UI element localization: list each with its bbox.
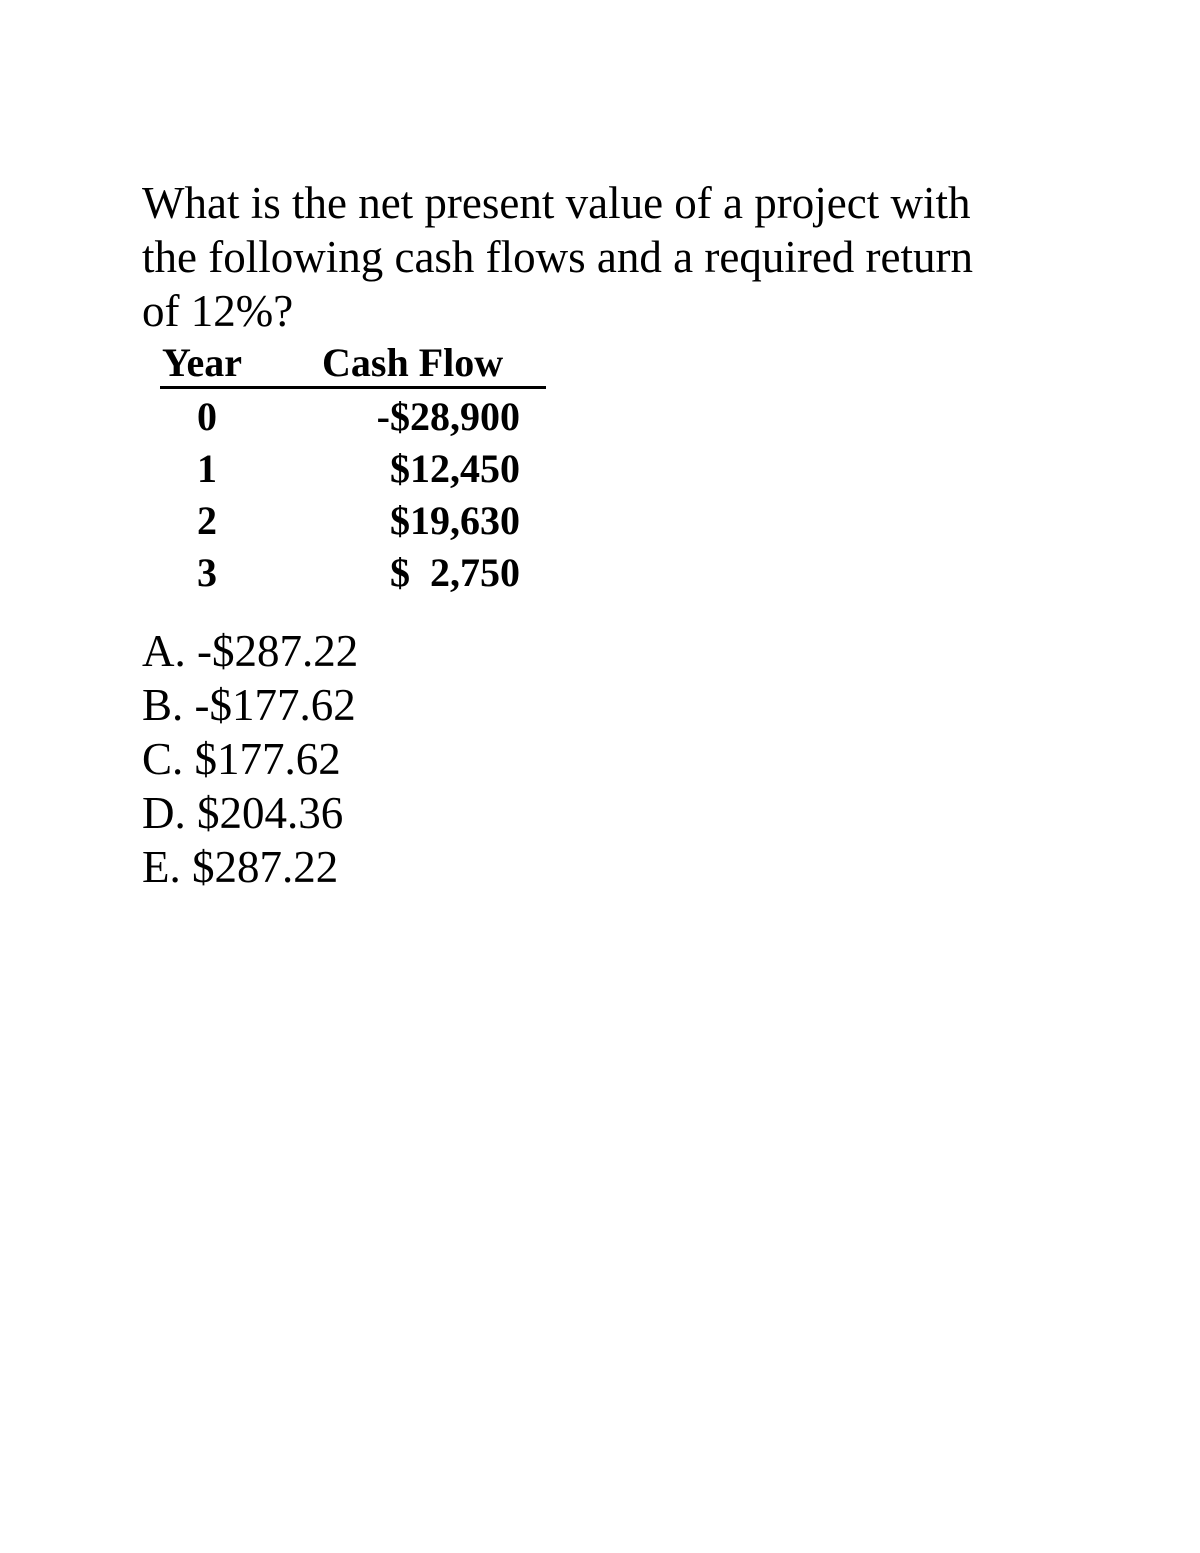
cash-flow-table (160, 340, 546, 597)
table-row (160, 545, 546, 597)
cash-flow-cell: $ 2,750 (390, 550, 520, 595)
table-row (160, 389, 546, 441)
question-line: the following cash flows and a required return (142, 232, 973, 282)
answer-choice-c: C. $177.62 (142, 734, 341, 784)
cash-flow-cell: $19,630 (390, 498, 520, 543)
cash-flow-cell: -$28,900 (376, 394, 520, 439)
answer-choice-a: A. -$287.22 (142, 626, 359, 676)
cash-flow-column-header: Cash Flow (322, 340, 504, 385)
year-cell: 3 (197, 550, 217, 595)
answer-choice-b: B. -$177.62 (142, 680, 356, 730)
table-row (160, 493, 546, 545)
question-line: of 12%? (142, 286, 294, 336)
answer-choices (142, 624, 358, 894)
year-column-header: Year (162, 340, 242, 385)
answer-choice-d: D. $204.36 (142, 788, 344, 838)
cash-flow-cell: $12,450 (390, 446, 520, 491)
question-text (142, 176, 1042, 338)
answer-choice-e: E. $287.22 (142, 842, 339, 892)
year-cell: 0 (197, 394, 217, 439)
question-line: What is the net present value of a project with (142, 178, 971, 228)
table-header (160, 340, 546, 389)
year-cell: 2 (197, 498, 217, 543)
table-row (160, 441, 546, 493)
year-cell: 1 (197, 446, 217, 491)
